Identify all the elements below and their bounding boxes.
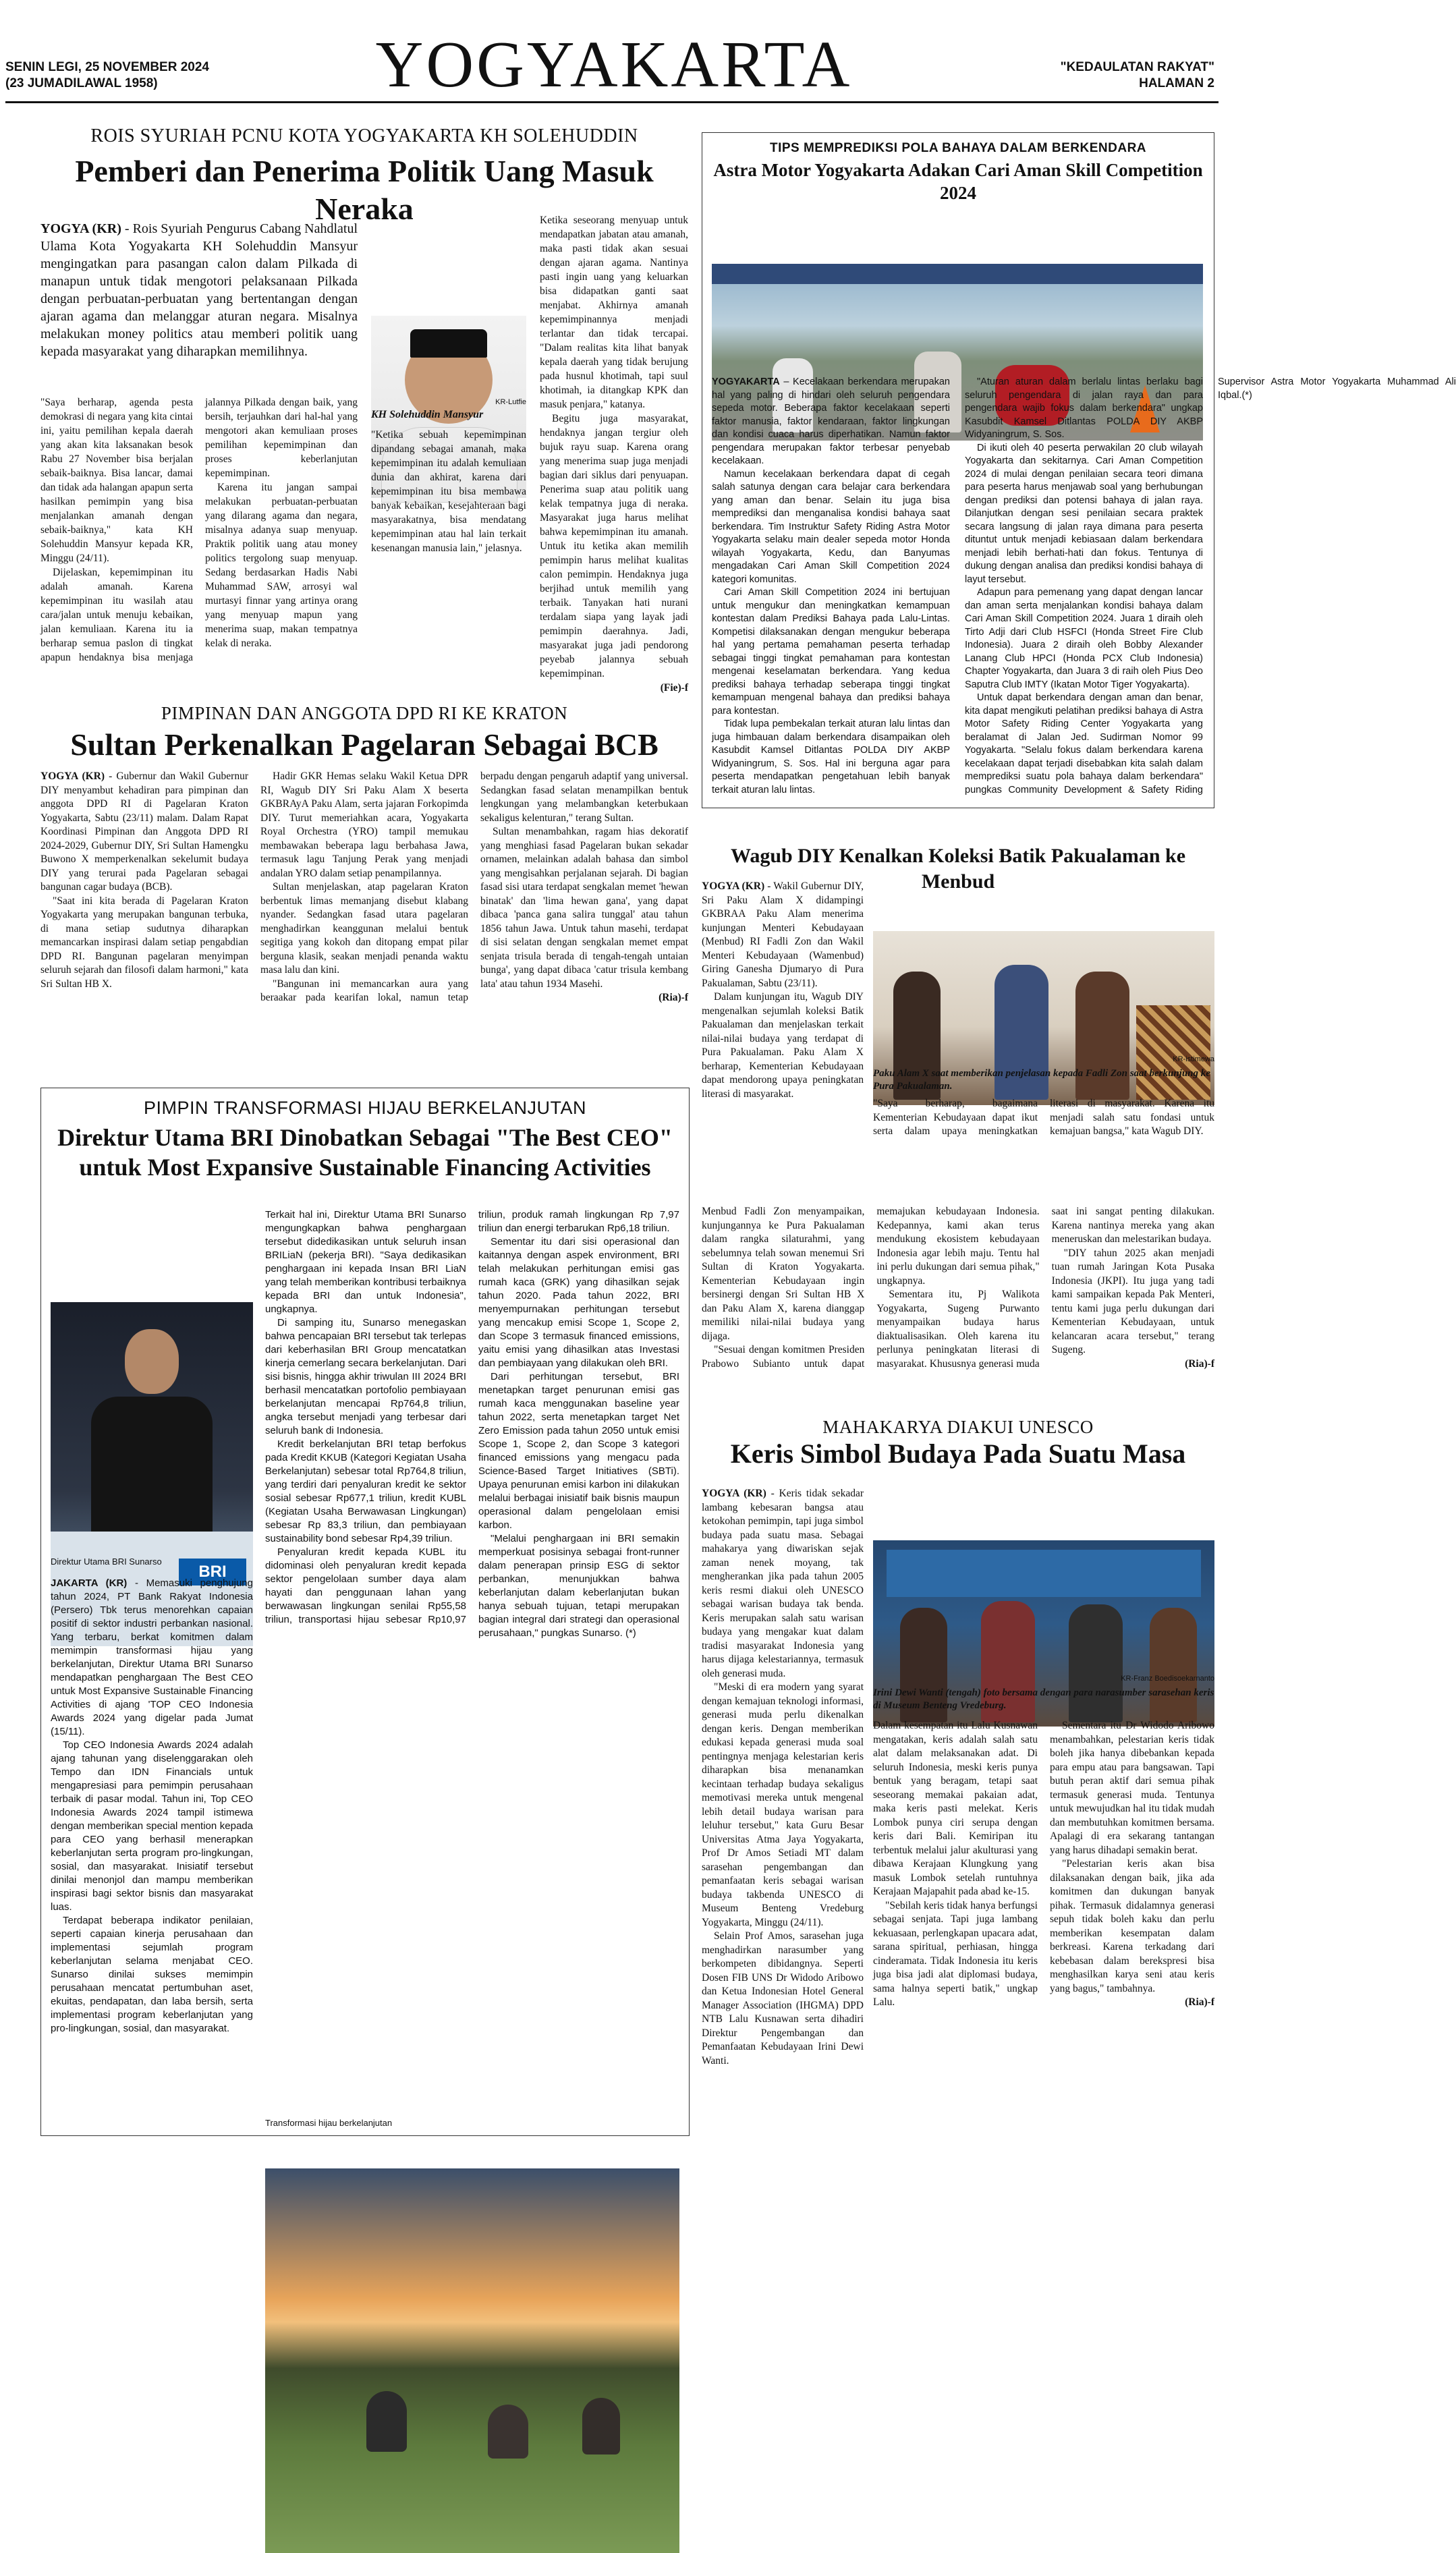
photo-caption: Paku Alam X saat memberikan penjelasan kepada Fadli Zon saat berkunjung ke Pura Pakualaman. <box>873 1068 1210 1092</box>
headline: Keris Simbol Budaya Pada Suatu Masa <box>730 1438 1186 1469</box>
photo-green-field <box>265 2168 679 2553</box>
byline-sign: (Ria)-f <box>659 992 688 1003</box>
body-p1: Top CEO Indonesia Awards 2024 adalah ajang tahunan yang diselenggarakan oleh Tempo dan IDN Financials untuk mengapresiasi para pemimpin perusahaan terbaik di pasar modal. Tahun ini, Top CEO Indonesia Awards 2024 tampil istimewa dengan memberikan special mention kepada para CEO yang berhasil menerapkan keberlanjutan serta program pro-lingkungan, sosial, dan masyarakat. Inisiatif tersebut dinilai menonjol dan mampu memberikan inspirasi bagi sektor bisnis dan masyarakat luas. <box>51 1739 253 1913</box>
body-p2: "Saya berharap, bagaimana Kementerian Kebudayaan dapat ikut serta dalam upaya meningkatkan literasi di masyarakat. Karena itu menjadi salah satu fondasi untuk kemajuan bangsa," kata Wagub DIY. <box>873 1098 1214 1137</box>
photo-credit: KR-Franz Boedisoekarnanto <box>1121 1675 1214 1683</box>
lead-paragraph <box>40 770 248 895</box>
body-p3: Terkait hal ini, Direktur Utama BRI Sunarso mengungkapkan bahwa penghargaan tersebut didedikasikan untuk seluruh insan BRILiaN (pekerja BRI). "Saya dedikasikan penghargaan ini kepada Insan BRI LiaN yang telah memberikan kontribusi terbaiknya kepada BRI dan untuk Indonesia", ungkapnya. <box>265 1209 466 1315</box>
body-p5: Sementara itu, Pj Walikota Yogyakarta, Sugeng Purwanto menyampaikan budaya harus diaktualisasikan. Oleh karena itu perlunya peningkatan literasi di masyarakat. Khususnya generasi muda saat ini sangat penting dilakukan. Karena nantinya mereka yang akan meneruskan dan melestarikan budaya. <box>876 1206 1214 1370</box>
byline-sign: (Fie)-f <box>660 682 688 694</box>
body-p3: Sultan menjelaskan, atap pagelaran Kraton berbentuk limas memanjang disebut klabang nyander. Sedangkan fasad utara pagelaran menghadirkan keanggunan melalui bentuk segitiga yang kokoh dan ditopang empat pilar berguna klasik, seakan menjadi penanda waktu masa lalu dan kini. <box>260 881 468 976</box>
body-p8: Dari perhitungan tersebut, BRI menetapkan target penurunan emisi gas rumah kaca menggunakan baseline year tahun 2022, serta menetapkan target Net Zero Emission pada tahun 2050 untuk emisi Scope 1, Scope 2, dan Scope 3 kategori financed emissions yang mengacu pada Science-Based Target Initiatives (SBTi). Upaya penurunan emisi karbon ini dilakukan melalui berbagai inisiatif baik bisnis maupun operasional dalam pengelolaan emisi karbon. <box>478 1371 679 1531</box>
body-p2: Selain Prof Amos, sarasehan juga menghadirkan narasumber yang berkompeten dibidangnya. Seperti Dosen FIB UNS Dr Widodo Aribowo dan Ketua Indonesian Hotel General Manager Association (IHGMA) DPD NTB Lalu Kusnawan serta dihadiri Direktur Pengembangan dan Pemanfaatan Kebudayaan Irini Dewi Wanti. <box>702 1930 864 2067</box>
kicker: PIMPINAN DAN ANGGOTA DPD RI KE KRATON <box>161 703 568 723</box>
lead-text: - Gubernur dan Wakil Gubernur DIY menyambut kehadiran para pimpinan dan anggota DPD RI di Pagelaran Kraton Yogyakarta, Sabtu (23/11) malam. Dalam Rapat Koordinasi Pimpinan dan Anggota DPD RI 2024-2029, Gubernur DIY, Sri Sultan Hamengku Buwono X memperkenalkan sekelumit budaya DIY yang terurai pada Pagelaran sebagai bangunan cagar budaya (BCB). <box>40 770 248 893</box>
photo-credit: KR-istimewa <box>1173 1055 1214 1063</box>
farmer-2 <box>488 2405 528 2459</box>
body-p6: "Pelestarian keris akan bisa dilaksanakan dengan baik, jika ada komitmen dan dukungan banyak pihak. Termasuk didalamnya generasi sepuh tidak boleh kaku dan perlu memberikan kesempatan dalam berkreasi. Karena terkadang dari kebebasan dalam berekspresi bisa menghasilkan karya seni atau keris yang bagus," tambahnya. <box>1050 1858 1214 1994</box>
lead-place: JAKARTA (KR) <box>51 1577 128 1589</box>
body-right <box>540 213 688 695</box>
headline: Direktur Utama BRI Dinobatkan Sebagai "The Best CEO" untuk Most Expansive Sustainable Financing Activities <box>57 1124 673 1181</box>
body-right <box>265 1208 679 1728</box>
body-p4: Di samping itu, Sunarso menegaskan bahwa pencapaian BRI tersebut tak terlepas dari keberhasilan BRI Group mencatatkan kinerja cemerlang secara berkelanjutan. Dari sisi bisnis, hingga akhir triwulan III 2024 BRI berhasil mencatatkan portofolio pembiayaan berkelanjutan mencapai Rp764,8 triliun, angka tersebut menjadi yang terbesar dari seluruh bank di Indonesia. <box>265 1317 466 1436</box>
lead-place: YOGYA (KR) <box>702 880 765 892</box>
article-batik-pakualaman <box>702 843 1214 1221</box>
body-p6: Begitu juga masyarakat, hendaknya jangan tergiur oleh bujuk rayu suap. Karena orang yang menerima suap juga menjadi bagian dari siklus dari penyuapan. Penerima suap atau politik uang kelak tempatnya juga di neraka. Masyarakat juga harus melihat bahwa kepemimpinan itu amanah. Untuk itu ketika akan memilih pemimpin harus melihat kualitas calon pemimpin. Hendaknya juga berjihad untuk memilih yang terbaik. Tanyakan hati nurani terdalam siapa yang layak jadi pemimpin daerahnya. Jadi, masyarakat juga jadi pendorong peyebab jalannya sebuah kepemimpinan. <box>540 413 688 679</box>
body-p4: "Bangunan ini memancarkan aura yang beraakar pada kearifan lokal, namun tetap berpadu dengan pengaruh adaptif yang universal. Sedangkan fasad selatan menampilkan bentuk lengkungan yang melambangkan keterbukaan sekaligus kelenturan," terang Sultan. <box>260 770 688 1003</box>
photo-caption: Irini Dewi Wanti (tengah) foto bersama dengan para narasumber sarasehan keris di Museum Benteng Vredeburg. <box>873 1687 1214 1711</box>
person-head <box>125 1329 179 1394</box>
body-p7: Untuk dapat berkendara dengan aman dan benar, kita dapat mengikuti pelatihan prediksi bahaya di Astra Motor Safety Riding Center Yogyakarta yang beralamat di Jalan Jed. Sudirman Nomor 99 Yogyakarta. "Selalu fokus dalam berkendara karena kecelakaan dapat terjadi disebabkan kita salah dalam memprediksi suatu pola bahaya dalam berkendara" pungkas Community Development & Safety Riding Supervisor Astra Motor Yogyakarta Muhammad Ali Iqbal.(*) <box>965 376 1456 795</box>
tent-canopy <box>712 264 1203 284</box>
headline: Wagub DIY Kenalkan Koleksi Batik Pakualaman ke Menbud <box>730 845 1186 893</box>
masthead-rule <box>5 101 1219 103</box>
body <box>51 1577 253 2036</box>
photo2-caption: Transformasi hijau berkelanjutan <box>265 2118 393 2128</box>
batik-continuation <box>702 1205 1214 1407</box>
body-p1: "Saat ini kita berada di Pagelaran Kraton Yogyakarta yang merupakan bangunan terbuka, di mana setiap sudutnya diharapkan memancarkan inspirasi dalam setiap pengabdian DPD RI. Bangunan pagelaran menyimpan seluruh sejarah dan filosofi dalam harmoni," kata Sri Sultan HB X. <box>40 895 248 990</box>
farmer-3 <box>582 2398 620 2454</box>
lead-text: - Memasuki penghujung tahun 2024, PT Bank Rakyat Indonesia (Persero) Tbk terus menorehkan capaian positif di sektor industri perbankan nasional. Yang terbaru, berkat komitmen dalam memimpin transformasi hijau yang berkelanjutan, Direktur Utama BRI Sunarso mendapatkan penghargaan The Best CEO untuk Most Expansive Sustainable Financing Activities di ajang 'TOP CEO Indonesia Awards 2024 yang digelar pada Jumat (15/11). <box>51 1577 253 1737</box>
article-bri-ceo <box>40 1088 690 2136</box>
headline: Sultan Perkenalkan Pagelaran Sebagai BCB <box>70 727 659 762</box>
lead-place: YOGYA (KR) <box>702 1488 766 1499</box>
lead-text: - Rois Syuriah Pengurus Cabang Nahdlatul Ulama Kota Yogyakarta KH Solehuddin Mansyur mengingatkan para pasangan calon dalam Pilkada di manapun untuk tidak mengotori pelaksanaan Pilkada dengan perbuatan-perbuatan yang bertentangan dengan ajaran agama dan melanggar aturan negara. Misalnya melakukan money politics atau memberi politik uang kepada masyarakat yang diharapkan memilihnya. <box>40 221 358 359</box>
headline: Pemberi dan Penerima Politik Uang Masuk Neraka <box>75 154 654 226</box>
peci-cap <box>410 329 487 358</box>
body-p5: Sementara itu Dr Widodo Aribowo menambahkan, pelestarian keris tidak boleh jika hanya dibebankan kepada para empu atau para bangsawan. Tapi butuh peran aktif dari semua pihak termasuk generasi muda. Tentunya untuk mewujudkan hal itu tidak mudah dan membutuhkan komitmen bersama. Apalagi di era sekarang tantangan yang harus dihadapi semakin berat. <box>1050 1720 1214 1856</box>
body-p4: "Ketika sebuah kepemimpinan dipandang sebagai amanah, maka kepemimpinan itu adalah kemuliaan dunia dan akhirat, karena dari kepemimpinan itu bisa membawa banyak kebaikan, kesejahteraan bagi masyarakatnya, bisa mendatang kepemimpinan atau hal lain terkait kesenangan manusia lain," jelasnya. <box>371 429 526 554</box>
body-p4: "Sesuai dengan komitmen Presiden Prabowo Subianto untuk dapat memajukan kebudayaan Indonesia. Kedepannya, kami akan terus mendukung ekosistem kebudayaan Indonesia agar lebih maju. Tentu hal ini perlu dukungan dari semua pihak," ungkapnya. <box>702 1206 1040 1370</box>
banner <box>887 1550 1201 1597</box>
body-p7: Sementar itu dari sisi operasional dan kaitannya dengan aspek environment, BRI telah melakukan perhitungan emisi gas rumah kaca (GRK) yang dihasilkan sejak tahun 2020. Pada tahun 2022, BRI menyempurnakan perhitungan tersebut yang mencakup emisi Scope 1, Scope 2, dan Scope 3 termasuk financed emissions, yaitu emisi yang dihasilkan atas Investasi dan pembiayaan yang dilakukan oleh BRI. <box>478 1236 679 1369</box>
body-p5: Ketika seseorang menyuap untuk mendapatkan jabatan atau amanah, maka pasti tidak akan sesuai dengan ajaran agama. Nantinya pasti ingin uang yang keluarkan bisa didapatkan ganti saat menjabat. Akhirnya amanah kepemimpinannya menjadi terlantar dan tidak tercapai. "Dalam realitas kita lihat banyak kepala daerah yang tidak berujung pada husnul khotimah, tapi suul khotimah, ia ditangkap KPK dan masuk penjara," katanya. <box>540 215 688 410</box>
photo-caption: KH Solehuddin Mansyur <box>371 409 484 420</box>
date-line: SENIN LEGI, 25 NOVEMBER 2024 <box>5 60 209 74</box>
lead-text: - Wakil Gubernur DIY, Sri Paku Alam X didampingi GKBRAA Paku Alam menerima kunjungan Menteri Kebudayaan (Menbud) RI Fadli Zon dan Wakil Menteri Kebudayaan (Wamenbud) Giring Ganesha Djumaryo di Pura Pakualaman, Sabtu (23/11). <box>702 880 864 989</box>
bri-logo-mark: BRI <box>179 1559 246 1586</box>
lead-text: - Keris tidak sekadar lambang kebesaran bangsa atau ketokohan pemimpin, tapi juga simbol budaya pada suatu masa. Sebagai mahakarya yang diwariskan sejak zaman nenek moyang, tak mengherankan jika pada tahun 2005 keris resmi diakui oleh UNESCO sebagai warisan budaya tak benda. Keris merupakan salah satu warisan budaya yang mengakar kuat dalam tradisi masyarakat Indonesia yang harus dijaga kelestariannya, termasuk oleh generasi muda. <box>702 1488 864 1679</box>
body-p5: Di ikuti oleh 40 peserta perwakilan 20 club wilayah Yogyakarta dan sekitarnya. Cari Aman Competition 2024 di mulai dengan penilaian secara teori dimana para peserta harus menjawab soal yang berhubungan dengan prediksi dan potensi bahaya di jalan raya. Dilanjutkan dengan sesi penilaian secara praktek secara langsung di jalan raya dimana para peserta dituntut untuk menjadi kebiasaan dalam berkendara menjadi lebih berhati-hati dan fokus. Tentunya di dukung dengan analisa dan prediksi kondisi bahaya di layut tersebut. <box>965 442 1203 585</box>
body-mid <box>371 428 526 555</box>
body-p3: Tidak lupa pembekalan terkait aturan lalu lintas dan juga himbauan dalam berkendara disampaikan oleh Kasubdit Kamsel Ditlantas POLDA DIY AKBP Widyaningrum, S. Sos. Hal ini berguna agar para peserta mendapatkan pengetahuan lebih banyak terkait aturan lalu lintas. <box>712 719 950 795</box>
lead-paragraph <box>712 376 950 468</box>
body-p2: Dijelaskan, kepemimpinan itu adalah amanah. Karena kepemimpinan itu wasilah atau cara/jalan untuk menuju kebaikan, jalan kemuliaan. Karena itu ia berharap semua paslon di tingkat apapun hendaknya bisa menjaga jalannya Pilkada dengan baik, yang bersih, terjauhkan dari hal-hal yang mengotori akan kemuliaan proses pemilihan kepemimpinan dan proses keberlanjutan kepemimpinan. <box>40 397 358 663</box>
hijri-line: (23 JUMADILAWAL 1958) <box>5 76 158 90</box>
body-p1: Dalam kunjungan itu, Wagub DIY mengenalkan sejumlah koleksi Batik Pakualaman dan menjelaskan terkait nilai-nilai budaya yang terdapat di Pura Pakualaman. Paku Alam X berharap, Kementerian Kebudayaan dapat mendorong upaya peningkatan literasi di masyarakat. <box>702 991 864 1100</box>
body-p2: Cari Aman Skill Competition 2024 ini bertujuan untuk mengukur dan meningkatkan kemampuan kontestan dalam Prediksi Bahaya pada Lalu-Lintas. Kompetisi dilaksanakan dengan mengukur beberapa hal yang pertama pemahaman peserta terhadap sebagai tinggi tingkat pemahaman para kontestan mengenai keselamatan berkendara. Yang kedua prediksi bahaya terhadap seberapa tinggi tingkat kemampuan mengenal bahaya dan prediksi bahaya para kontestan. <box>712 587 950 717</box>
kicker: MAHAKARYA DIAKUI UNESCO <box>822 1417 1094 1437</box>
headline: Astra Motor Yogyakarta Adakan Cari Aman Skill Competition 2024 <box>713 160 1203 203</box>
body-p2: Terdapat beberapa indikator penilaian, seperti capaian kinerja perusahaan dan implementasi sejumlah program keberlanjutan selama menjabat CEO. Sunarso dinilai sukses memimpin perusahaan mencatat pertumbuhan aset, ekuitas, pendapatan, dan laba bersih, serta implementasi program keberlanjutan yang pro-lingkungan, sosial, dan masyarakat. <box>51 1915 253 2034</box>
body-p4: "Sebilah keris tidak hanya berfungsi sebagai senjata. Tapi juga lambang kekuasaan, perlengkapan upacara adat, sarana spiritual, perhiasan, hingga cinderamata. Tidak Indonesia itu keris juga bisa jadi alat diplomasi budaya, sama halnya seperti batik," ungkap Lalu. <box>873 1899 1038 2008</box>
body-p6: "DIY tahun 2025 akan menjadi tuan rumah Jaringan Kota Pusaka Indonesia (JKPI). Itu juga yang tadi kami sampaikan kepada Pak Menteri, tentu kami juga perlu dukungan dari Kementerian Kebudayaan, untuk kelancaran acara tersebut," terang Sugeng. <box>1051 1247 1214 1355</box>
masthead-date <box>5 59 209 92</box>
masthead-right <box>1061 59 1214 92</box>
body-p2: Hadir GKR Hemas selaku Wakil Ketua DPR RI, Wagub DIY Sri Paku Alam X beserta GKBRAyA Paku Alam, serta jajaran Forkopimda DIY. Turut memeriahkan acara, Yogyakarta Royal Orchestra (YRO) tampil memukau membawakan beberapa lagu berbahasa Jawa, termasuk lagu Tanjung Perak yang menjadi andalan YRO dalam setiap penampilannya. <box>260 770 468 879</box>
body-cols23 <box>873 1719 1214 2131</box>
body-col1 <box>702 880 864 1204</box>
body-p9: "Melalui penghargaan ini BRI semakin memperkuat posisinya sebagai front-runner dalam penerapan prinsip ESG di sektor perbankan, menunjukkan bahwa keberlanjutan dalam keberlanjutan bukan hanya sebuah tujuan, tetapi merupakan bagian integral dari strategi dan operasional perusahaan," pungkas Sunarso. (*) <box>478 1533 679 1639</box>
body-p1: "Meski di era modern yang syarat dengan kemajuan teknologi informasi, generasi muda perlu dikenalkan dengan keris. Dengan memberikan edukasi kepada generasi muda soal pentingnya menjaga kelestarian keris diharapkan bisa menanamkan kecintaan terhadap budaya sekaligus memotivasi mereka untuk mengenal lebih detail budaya warisan para leluhur tersebut," kata Guru Besar Universitas Atma Jaya Yogyakarta, Prof Dr Amos Setiadi MT dalam sarasehan pengembangan dan pemanfaatan keris sebagai warisan budaya takbenda UNESCO di Museum Benteng Vredeburg Yogyakarta, Minggu (24/11). <box>702 1681 864 1928</box>
body-p3: Karena itu jangan sampai melakukan perbuatan-perbuatan yang dilarang agama dan negara, misalnya adanya suap menyuap. Praktik politik uang atau money politics tergolong suap menyuap. Sedang berdasarkan Hadis Nabi Muhammad SAW, arrosyi wal murtasyi finnar yang artinya orang yang menyuap mapun yang menerima suap, makan tempatnya kelak di neraka. <box>205 482 358 649</box>
article-astra-motor <box>702 132 1456 808</box>
body-cols23 <box>873 1097 1214 1198</box>
body-p5: Sultan menambahkan, ragam hias dekoratif yang menghiasi fasad Pagelaran bukan sekadar ornamen, melainkan adalah bahasa dan simbol yang mengisahkan perjalanan sejarah. Di bagian fasad sisi utara terdapat sengkalan memet 'hewan binatak' dan 'lima hewan gana', yang dapat dibaca 'panca gana salira tunggal' atau tahun 1856 tahun Jawa. Untuk tahun masehi, terdapat di sisi selatan dengan sengkalan memet empat senjata trisula berada di tengah-tengah untaian bunga', yang dapat dibaca 'catur trisula kembang lata' atau tahun 1934 Masehi. <box>480 826 688 990</box>
body <box>40 770 688 1073</box>
body <box>712 376 1456 801</box>
body-p6: Adapun para pemenang yang dapat dengan lancar dan aman serta menjalankan kondisi bahaya dalam Cari Aman Skill Competition 2024. Juara 1 diraih oleh Tirto Adji dari Club HSFCI (Honda Street Fire Club Indonesia). Juara 2 diraih oleh Bobby Alexander Lanang Club HPCI (Honda PCX Club Indonesia) Chapter Yogyakarta, dan Juara 3 di raih oleh Pius Deo Saputra Club IMTY (Ikatan Motor Tiger Yogyakarta). <box>965 587 1203 690</box>
lead-paragraph <box>702 1487 864 1681</box>
lead-text: – Kecelakaan berkendara merupakan hal yang paling di hindari oleh seluruh pengendara sepeda motor. Beberapa faktor kecelakaan seperti faktor manusia, faktor kendaraan, faktor lingkungan dan kondisi cuaca harus diperhatikan. Namun faktor pengendara merupakan faktor terbesar penyebab kecelakaan. <box>712 376 950 466</box>
lead-place: YOGYA (KR) <box>40 221 121 236</box>
body-p1: Namun kecelakaan berkendara dapat di cegah salah satunya dengan cara belajar cara berkendara yang aman dan benar. Selain itu juga bisa memprediksi dan menganalisa kondisi bahaya saat berkendara. Tim Instruktur Safety Riding Astra Motor Yogyakarta selaku main dealer sepeda motor Honda wilayah Yogyakarta, Kedu, dan Banyumas mengadakan Cari Aman Skill Competition 2024 kategori komunitas. <box>712 468 950 585</box>
body-p1: "Saya berharap, agenda pesta demokrasi di negara yang kita cintai ini, yaitu pemilihan kepala daerah yang akan kita laksanakan besok Rabu 27 November bisa berjalan sebaik-baiknya. Bisa lancar, damai dan tidak ada halangan apapun serta hasilkan pemimpin yang bisa menjalankan amanah dengan sebaik-baiknya," kata KH Solehuddin Mansyur kepada KR, Minggu (24/11). <box>40 397 193 564</box>
lead-paragraph <box>40 220 358 360</box>
article-politik-uang <box>40 125 688 719</box>
kicker: PIMPIN TRANSFORMASI HIJAU BERKELANJUTAN <box>143 1098 587 1118</box>
page-number: HALAMAN 2 <box>1139 76 1214 90</box>
byline-sign: (Ria)-f <box>1185 1996 1214 2008</box>
body-p3: Dalam kesempatan itu Lalu Kusnawan mengatakan, keris adalah salah satu alat dalam melaksanakan adat. Di seluruh Indonesia, meski keris punya bentuk yang beragam, tetapi saat seseorang memakai pakaian adat, maka keris pasti melekat. Keris Lombok punya ciri serupa dengan keris dari Bali. Kemiripan itu terbentuk melalui jalur akulturasi yang dibawa Kerajaan Klungkung yang masuk Lombok setelah runtuhnya Kerajaan Majapahit pada abad ke-15. <box>873 1720 1038 1897</box>
byline-sign: (Ria)-f <box>1185 1357 1214 1370</box>
masthead-title: YOGYAKARTA <box>375 28 853 101</box>
kicker: TIPS MEMPREDIKSI POLA BAHAYA DALAM BERKENDARA <box>769 141 1147 155</box>
body-col1 <box>702 1487 864 2135</box>
body-p3: Menbud Fadli Zon menyampaikan, kunjungannya ke Pura Pakualaman dalam rangka silaturahmi, yang sebelumnya telah sowan menemui Sri Sultan di Kraton Yogyakarta. Kementerian Kebudayaan ingin bersinergi dengan Sri Sultan HB X dan Paku Alam X, karena dianggap memiliki nilai-nilai budaya yang dijaga. <box>702 1206 865 1342</box>
article-dpd-kraton <box>40 703 688 1081</box>
lead-place: YOGYA (KR) <box>40 770 105 782</box>
farmer-1 <box>366 2391 407 2452</box>
photo-credit: KR-Lutfie <box>495 398 526 406</box>
body-left <box>40 395 358 712</box>
lead-paragraph <box>702 880 864 990</box>
lead-place: YOGYAKARTA <box>712 376 780 387</box>
photo-caption: Direktur Utama BRI Sunarso <box>51 1556 162 1567</box>
lead-paragraph <box>51 1577 253 1739</box>
slogan: "KEDAULATAN RAKYAT" <box>1060 60 1214 74</box>
body-p4: "Aturan aturan dalam berlalu lintas berlaku bagi seluruh pengendara di jalan raya dan para pengendara wajib fokus dalam berkendara" ungkap Kasubdit Kamsel Ditlantas POLDA DIY AKBP Widyaningrum, S. Sos. <box>965 376 1203 440</box>
body-p5: Kredit berkelanjutan BRI tetap berfokus pada Kredit KKUB (Kategori Kegiatan Usaha Berkelanjutan) sebesar total Rp764,8 triliun, yang terdiri dari penyaluran kredit ke sektor sosial sebesar Rp677,1 triliun, kredit KUBL (Kegiatan Usaha Berwawasan Lingkungan) sebesar Rp 83,3 triliun, dan pembiayaan sustainability bond sebesar Rp4,39 triliun. <box>265 1438 466 1544</box>
body-p6: Penyaluran kredit kepada KUBL itu didominasi oleh penyaluran kredit kepada sektor pengelolaan sumber daya alam hayati dan penggunaan lahan yang berwawasan lingkungan senilai Rp55,58 triliun, transportasi hijau sebesar Rp10,97 triliun, produk ramah lingkungan Rp 7,97 triliun dan energi terbarukan Rp6,18 triliun. <box>265 1209 679 1625</box>
kicker: ROIS SYURIAH PCNU KOTA YOGYAKARTA KH SOLEHUDDIN <box>90 125 638 146</box>
article-keris-unesco <box>702 1417 1214 2135</box>
